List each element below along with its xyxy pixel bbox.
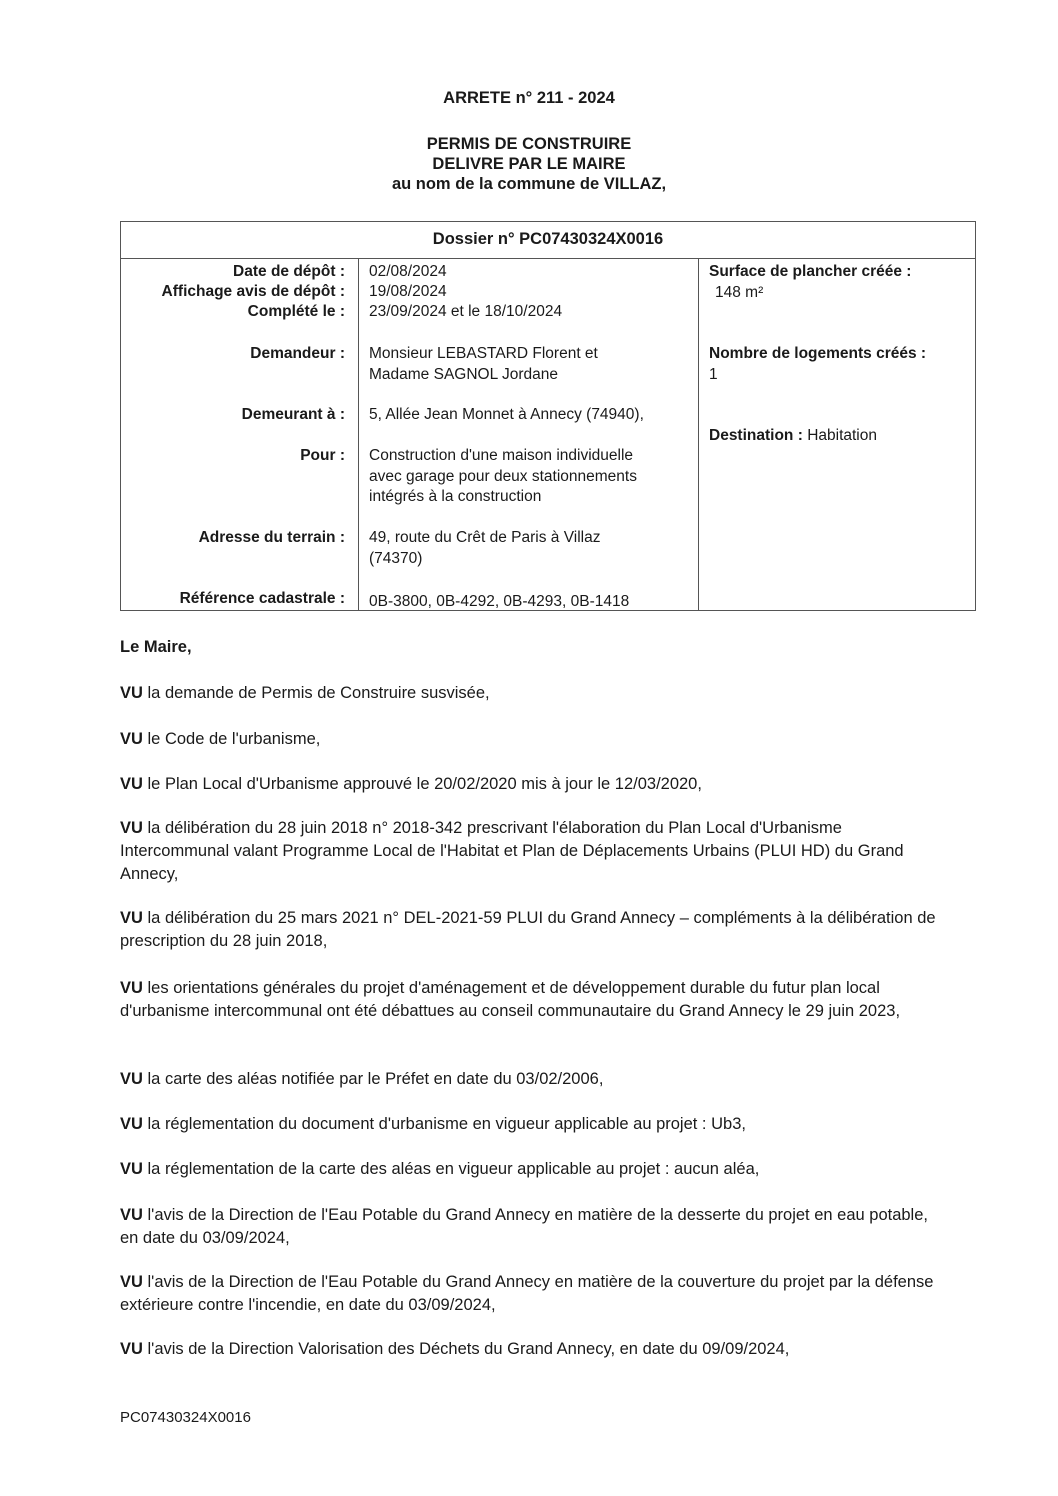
demandeur-line: Madame SAGNOL Jordane (369, 365, 558, 383)
vu-item (120, 817, 950, 886)
demandeur-label: Demandeur : (250, 345, 345, 362)
vu-prefix: VU (120, 730, 143, 748)
vu-text: la délibération du 25 mars 2021 n° DEL-2021-59 PLUI du Grand Annecy – compléments à la délibération de prescription du 28 juin 2018, (120, 909, 936, 950)
vu-text: l'avis de la Direction Valorisation des Déchets du Grand Annecy, en date du 09/09/2024, (147, 1340, 790, 1358)
vu-prefix: VU (120, 1070, 143, 1088)
demandeur-value (369, 344, 598, 385)
vu-prefix: VU (120, 819, 143, 837)
document-subtitle (0, 134, 1058, 194)
dossier-box (120, 221, 976, 611)
pour-line: avec garage pour deux stationnements (369, 467, 637, 485)
vu-text: l'avis de la Direction de l'Eau Potable du Grand Annecy en matière de la couverture du projet par la défense extérieure contre l'incendie, en date du 03/09/2024, (120, 1273, 934, 1314)
date-depot-value: 02/08/2024 (369, 263, 447, 280)
vu-text: le Plan Local d'Urbanisme approuvé le 20/02/2020 mis à jour le 12/03/2020, (147, 775, 702, 793)
vu-prefix: VU (120, 1206, 143, 1224)
demandeur-line: Monsieur LEBASTARD Florent et (369, 345, 598, 362)
subtitle-line: au nom de la commune de VILLAZ, (391, 175, 667, 193)
vu-item (120, 1158, 950, 1181)
surface-label: Surface de plancher créée : (709, 263, 912, 280)
document-title: ARRETE n° 211 - 2024 (443, 89, 615, 107)
demeurant-label: Demeurant à : (241, 406, 345, 423)
adresse-label: Adresse du terrain : (198, 529, 345, 546)
vu-prefix: VU (120, 1273, 143, 1291)
logements-label: Nombre de logements créés : (709, 345, 927, 362)
vu-item (120, 1271, 950, 1317)
vu-text: le Code de l'urbanisme, (147, 730, 321, 748)
vu-prefix: VU (120, 909, 143, 927)
vu-item (120, 1068, 950, 1091)
adresse-value (369, 528, 600, 569)
logements-value: 1 (709, 365, 718, 383)
dossier-number: Dossier n° PC07430324X0016 (121, 222, 975, 259)
vu-item (120, 1338, 950, 1361)
reference-value: 0B-3800, 0B-4292, 0B-4293, 0B-1418 (369, 593, 630, 610)
affichage-label: Affichage avis de dépôt : (161, 283, 345, 300)
affichage-value: 19/08/2024 (369, 283, 447, 300)
vu-item (120, 1204, 950, 1250)
vu-prefix: VU (120, 1115, 143, 1133)
le-maire: Le Maire, (120, 638, 192, 656)
vu-text: la réglementation de la carte des aléas en vigueur applicable au projet : aucun aléa, (147, 1160, 760, 1178)
surface-value: 148 m² (715, 283, 764, 301)
vu-item (120, 977, 950, 1023)
subtitle-line: DELIVRE PAR LE MAIRE (432, 155, 626, 173)
column-divider (698, 259, 699, 610)
pour-line: intégrés à la construction (369, 488, 542, 505)
pour-value (369, 446, 637, 508)
vu-item (120, 1113, 950, 1136)
vu-prefix: VU (120, 775, 143, 793)
vu-prefix: VU (120, 979, 143, 997)
logements-block (709, 344, 926, 385)
vu-text: la délibération du 28 juin 2018 n° 2018-342 prescrivant l'élaboration du Plan Local d'Urbanisme Intercommunal valant Programme Local de l'Habitat et Plan de Déplacements Urbains (PLUI HD) du Grand Annecy, (120, 819, 904, 883)
vu-prefix: VU (120, 1340, 143, 1358)
vu-item (120, 907, 950, 953)
demeurant-value: 5, Allée Jean Monnet à Annecy (74940), (369, 406, 644, 423)
adresse-line: (74370) (369, 549, 423, 567)
vu-text: les orientations générales du projet d'aménagement et de développement durable du futur plan local d'urbanisme intercommunal ont été débattues au conseil communautaire du Grand Annecy le 29 juin 2023, (120, 979, 901, 1020)
subtitle-line: PERMIS DE CONSTRUIRE (426, 135, 632, 153)
vu-text: la demande de Permis de Construire susvisée, (147, 684, 490, 702)
vu-text: la réglementation du document d'urbanisme en vigueur applicable au projet : Ub3, (147, 1115, 746, 1133)
pour-label: Pour : (300, 447, 345, 464)
vu-item (120, 682, 950, 705)
adresse-line: 49, route du Crêt de Paris à Villaz (369, 529, 601, 546)
complete-value: 23/09/2024 et le 18/10/2024 (369, 303, 563, 320)
vu-text: l'avis de la Direction de l'Eau Potable du Grand Annecy en matière de la desserte du projet en eau potable, en date du 03/09/2024, (120, 1206, 928, 1247)
destination-value: Habitation (807, 427, 877, 444)
complete-label: Complété le : (247, 303, 345, 320)
pour-line: Construction d'une maison individuelle (369, 447, 634, 464)
vu-item (120, 728, 950, 751)
date-depot-label: Date de dépôt : (233, 263, 345, 280)
reference-label: Référence cadastrale : (179, 590, 345, 607)
footer-reference: PC07430324X0016 (120, 1409, 251, 1426)
destination-block (709, 426, 877, 447)
vu-prefix: VU (120, 684, 143, 702)
surface-block (709, 262, 911, 303)
vu-item (120, 773, 950, 796)
destination-label: Destination : (709, 427, 803, 444)
vu-text: la carte des aléas notifiée par le Préfet en date du 03/02/2006, (147, 1070, 604, 1088)
vu-prefix: VU (120, 1160, 143, 1178)
column-divider (358, 259, 359, 610)
